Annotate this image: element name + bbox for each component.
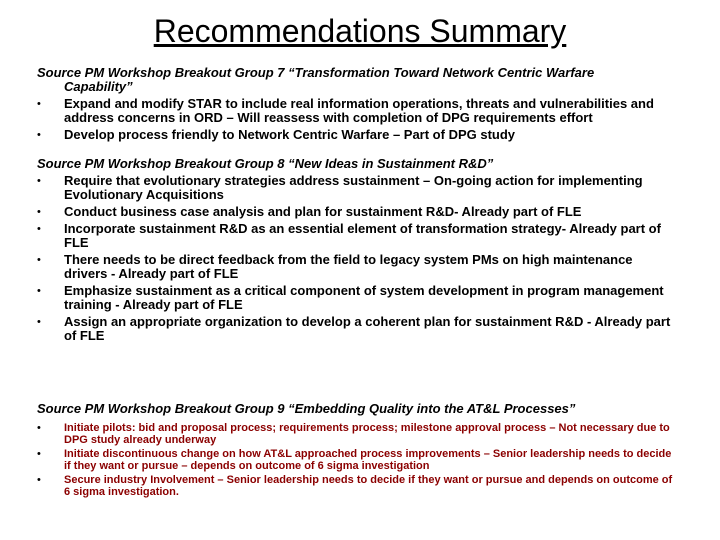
group-7-heading: [37, 66, 677, 94]
bullet-icon: •: [37, 254, 41, 266]
group-7-heading-text: Source PM Workshop Breakout Group 7 “Transformation Toward Network Centric Warfare: [37, 65, 595, 80]
bullet-icon: •: [37, 316, 41, 328]
list-item: • Require that evolutionary strategies address sustainment – On-going action for implementing Evolutionary Acquisitions: [37, 173, 643, 202]
list-item: • Initiate discontinuous change on how AT&L approached process improvements – Senior leadership needs to decide if they want or pursue – depends on outcome of 6 sigma investigation: [37, 448, 672, 472]
list-item: • Develop process friendly to Network Centric Warfare – Part of DPG study: [37, 127, 516, 142]
list-item: • Initiate pilots: bid and proposal process; requirements process; milestone approval process – Not necessary due to DPG study already underway: [37, 422, 670, 446]
list-item: • Expand and modify STAR to include real information operations, threats and vulnerabilities and address concerns in ORD – Will reassess with completion of DPG requirements effort: [37, 96, 654, 125]
page-title: Recommendations Summary: [153, 13, 567, 49]
bullet-icon: •: [37, 98, 41, 110]
list-item: • Assign an appropriate organization to develop a coherent plan for sustainment R&D - Already part of FLE: [37, 314, 671, 343]
bullet-icon: •: [37, 206, 41, 218]
group-7-section: [37, 66, 677, 142]
list-item: • Emphasize sustainment as a critical component of system development in program management training - Already part of FLE: [37, 283, 664, 312]
group-8-heading: Source PM Workshop Breakout Group 8 “New Ideas in Sustainment R&D”: [37, 156, 494, 171]
group-9-section: [37, 402, 677, 498]
group-9-heading: Source PM Workshop Breakout Group 9 “Embedding Quality into the AT&L Processes”: [37, 401, 576, 416]
list-item: • Conduct business case analysis and plan for sustainment R&D- Already part of FLE: [37, 204, 582, 219]
bullet-icon: •: [37, 175, 41, 187]
bullet-icon: •: [37, 448, 41, 460]
group-8-section: [37, 157, 677, 343]
list-item: • Incorporate sustainment R&D as an essential element of transformation strategy- Already part of FLE: [37, 221, 661, 250]
list-item: • Secure industry Involvement – Senior leadership needs to decide if they want or pursue and depends on outcome of 6 sigma investigation.: [37, 474, 673, 498]
list-item: • There needs to be direct feedback from the field to legacy system PMs on high maintenance drivers - Already part of FLE: [37, 252, 633, 281]
group-7-heading-continuation: Capability”: [64, 79, 133, 94]
group-9-list: [37, 422, 677, 498]
bullet-icon: •: [37, 474, 41, 486]
bullet-icon: •: [37, 129, 41, 141]
bullet-icon: •: [37, 422, 41, 434]
bullet-icon: •: [37, 223, 41, 235]
bullet-icon: •: [37, 285, 41, 297]
